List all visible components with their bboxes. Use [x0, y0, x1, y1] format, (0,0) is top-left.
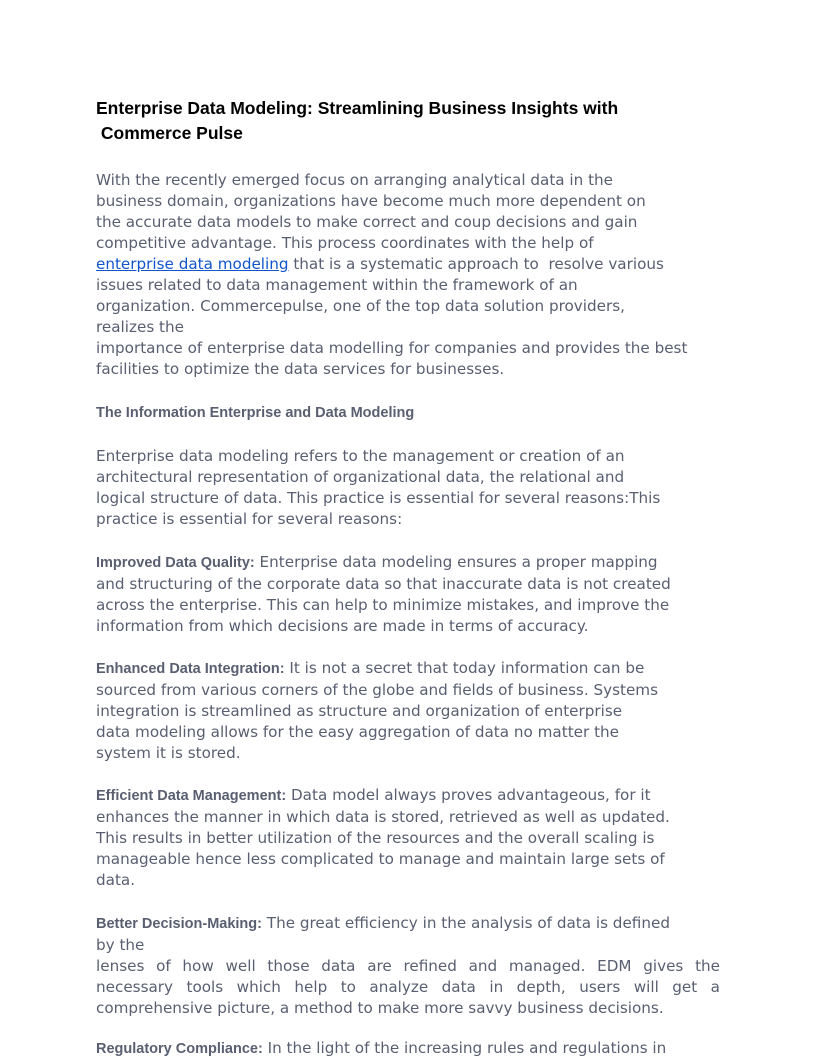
- intro-line: the accurate data models to make correct and coup decisions and gain: [96, 213, 638, 231]
- section-intro-paragraph: [96, 446, 722, 530]
- point-line-justified: lenses of how well those data are refined and managed. EDM gives the: [96, 957, 720, 975]
- title-line-1: Enterprise Data Modeling: Streamlining Business Insights with: [96, 98, 619, 118]
- point-lead: Efficient Data Management:: [96, 788, 287, 804]
- point-line: across the enterprise. This can help to minimize mistakes, and improve the: [96, 596, 670, 614]
- point-line: by the: [96, 936, 145, 954]
- point-line: This results in better utilization of the resources and the overall scaling is: [96, 829, 655, 847]
- point-line: enhances the manner in which data is stored, retrieved as well as updated.: [96, 808, 670, 826]
- point-better-decision-making: [96, 913, 722, 1019]
- section-intro-line: logical structure of data. This practice is essential for several reasons:This: [96, 489, 661, 507]
- point-line: data modeling allows for the easy aggregation of data no matter the: [96, 723, 619, 741]
- enterprise-data-modeling-link[interactable]: enterprise data modeling: [96, 255, 289, 273]
- point-line: manageable hence less complicated to manage and maintain large sets of: [96, 850, 665, 868]
- point-enhanced-data-integration: [96, 658, 722, 764]
- point-first-line: [96, 658, 722, 680]
- point-line: sourced from various corners of the globe and fields of business. Systems: [96, 681, 659, 699]
- point-line: integration is streamlined as structure and organization of enterprise: [96, 702, 623, 720]
- point-first-line: [96, 913, 722, 935]
- intro-line: competitive advantage. This process coordinates with the help of: [96, 234, 594, 252]
- point-efficient-data-management: [96, 785, 722, 891]
- intro-line: realizes the: [96, 318, 184, 336]
- intro-line: business domain, organizations have become much more dependent on: [96, 192, 646, 210]
- point-line: system it is stored.: [96, 744, 241, 762]
- point-first-line: [96, 785, 722, 807]
- title-line-2: Commerce Pulse: [96, 123, 243, 143]
- section-intro-line: Enterprise data modeling refers to the management or creation of an: [96, 447, 625, 465]
- page-title: [96, 96, 696, 146]
- intro-line: organization. Commercepulse, one of the top data solution providers,: [96, 297, 625, 315]
- intro-line: issues related to data management within the framework of an: [96, 276, 578, 294]
- section-heading: The Information Enterprise and Data Modeling: [96, 405, 415, 421]
- point-line-rest: Data model always proves advantageous, for it: [286, 786, 651, 804]
- intro-paragraph: [96, 170, 722, 380]
- section-intro-line: architectural representation of organizational data, the relational and: [96, 468, 625, 486]
- point-line-rest: Enterprise data modeling ensures a proper mapping: [254, 553, 658, 571]
- point-line-rest: In the light of the increasing rules and regulations in: [262, 1039, 667, 1057]
- point-line: data.: [96, 871, 136, 889]
- intro-line: importance of enterprise data modelling for companies and provides the best: [96, 339, 688, 357]
- point-lead: Improved Data Quality:: [96, 555, 255, 571]
- point-first-line: [96, 1038, 722, 1060]
- intro-line-with-link: [96, 254, 722, 275]
- section-intro-line: practice is essential for several reasons:: [96, 510, 403, 528]
- intro-line: facilities to optimize the data services for businesses.: [96, 360, 505, 378]
- point-improved-data-quality: [96, 552, 722, 637]
- point-line: and structuring of the corporate data so that inaccurate data is not created: [96, 575, 671, 593]
- point-line-rest: It is not a secret that today information can be: [284, 659, 645, 677]
- point-first-line: [96, 552, 722, 574]
- point-lead: Regulatory Compliance:: [96, 1041, 263, 1057]
- point-line-justified: necessary tools which help to analyze data in depth, users will get a: [96, 978, 720, 996]
- point-line: comprehensive picture, a method to make more savvy business decisions.: [96, 999, 664, 1017]
- point-line: information from which decisions are made in terms of accuracy.: [96, 617, 589, 635]
- point-line-rest: The great efficiency in the analysis of data is defined: [261, 914, 670, 932]
- intro-line-rest: that is a systematic approach to resolve various: [288, 255, 664, 273]
- point-lead: Better Decision-Making:: [96, 916, 262, 932]
- point-lead: Enhanced Data Integration:: [96, 661, 285, 677]
- point-regulatory-compliance: [96, 1038, 722, 1060]
- intro-line: With the recently emerged focus on arranging analytical data in the: [96, 171, 614, 189]
